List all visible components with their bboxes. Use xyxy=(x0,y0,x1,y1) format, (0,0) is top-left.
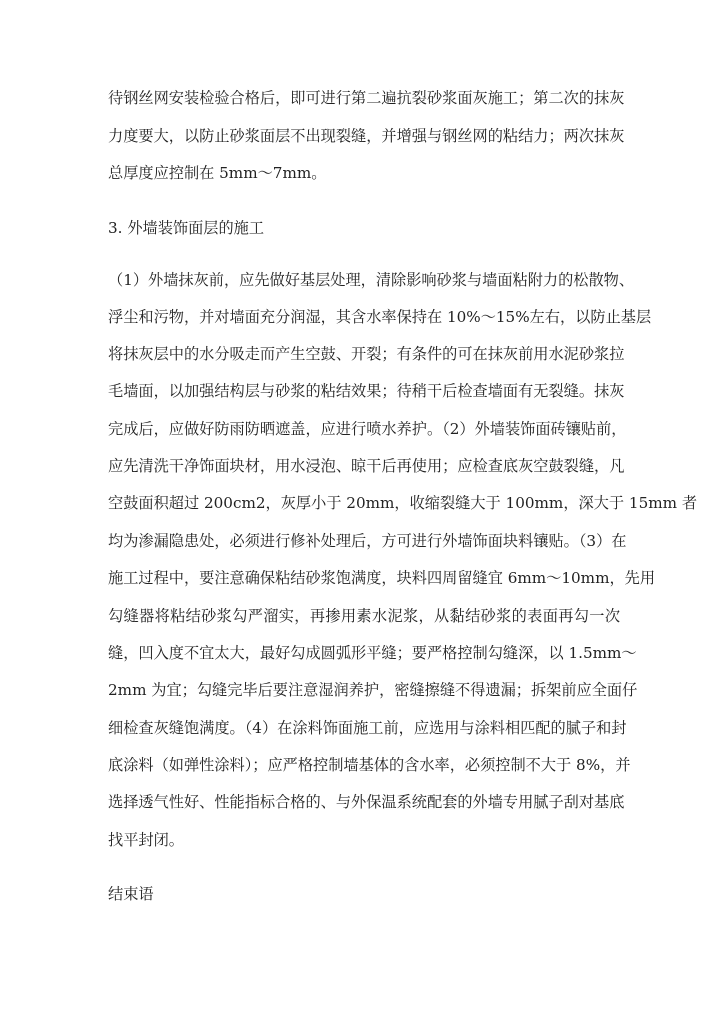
paragraph-2-line-6: 应先清洗干净饰面块材，用水浸泡、晾干后再使用；应检查底灰空鼓裂缝，凡 xyxy=(108,457,625,475)
paragraph-2-line-12: 2mm 为宜；勾缝完毕后要注意湿润养护，密缝擦缝不得遗漏；拆架前应全面仔 xyxy=(108,681,638,699)
paragraph-1-line-3: 总厚度应控制在 5mm～7mm。 xyxy=(108,164,327,182)
paragraph-2-line-8: 均为渗漏隐患处，必须进行修补处理后，方可进行外墙饰面块料镶贴。（3）在 xyxy=(108,532,627,550)
paragraph-2-line-9: 施工过程中，要注意确保粘结砂浆饱满度，块料四周留缝宜 6mm～10mm，先用 xyxy=(108,569,656,587)
paragraph-2-line-10: 勾缝器将粘结砂浆勾严溜实，再掺用素水泥浆，从黏结砂浆的表面再勾一次 xyxy=(108,607,620,625)
paragraph-2-line-5: 完成后，应做好防雨防晒遮盖，应进行喷水养护。（2）外墙装饰面砖镶贴前， xyxy=(108,420,627,438)
paragraph-2-line-3: 将抹灰层中的水分吸走而产生空鼓、开裂；有条件的可在抹灰前用水泥砂浆拉 xyxy=(108,345,625,363)
closing-heading: 结束语 xyxy=(108,885,154,903)
paragraph-2-line-11: 缝，凹入度不宜太大，最好勾成圆弧形平缝；要严格控制勾缝深，以 1.5mm～ xyxy=(108,644,637,662)
paragraph-2-line-15: 选择透气性好、性能指标合格的、与外保温系统配套的外墙专用腻子刮对基底 xyxy=(108,793,625,811)
paragraph-1-line-2: 力度要大，以防止砂浆面层不出现裂缝，并增强与钢丝网的粘结力；两次抹灰 xyxy=(108,127,625,145)
paragraph-1-line-1: 待钢丝网安装检验合格后，即可进行第二遍抗裂砂浆面灰施工；第二次的抹灰 xyxy=(108,89,625,107)
paragraph-2-line-7: 空鼓面积超过 200cm2，灰厚小于 20mm，收缩裂缝大于 100mm，深大于 15mm 者 xyxy=(108,494,698,512)
paragraph-2-line-4: 毛墙面，以加强结构层与砂浆的粘结效果；待稍干后检查墙面有无裂缝。抹灰 xyxy=(108,382,625,400)
paragraph-2-line-1: （1）外墙抹灰前，应先做好基层处理，清除影响砂浆与墙面粘附力的松散物、 xyxy=(108,271,635,289)
section-heading: 3. 外墙装饰面层的施工 xyxy=(108,219,265,237)
paragraph-2-line-14: 底涂料（如弹性涂料）；应严格控制墙基体的含水率，必须控制不大于 8%，并 xyxy=(108,756,631,774)
paragraph-2-line-2: 浮尘和污物，并对墙面充分润湿，其含水率保持在 10%～15%左右，以防止基层 xyxy=(108,308,652,326)
paragraph-2-line-16: 找平封闭。 xyxy=(108,831,184,849)
paragraph-2-line-13: 细检查灰缝饱满度。（4）在涂料饰面施工前，应选用与涂料相匹配的腻子和封 xyxy=(108,719,627,737)
